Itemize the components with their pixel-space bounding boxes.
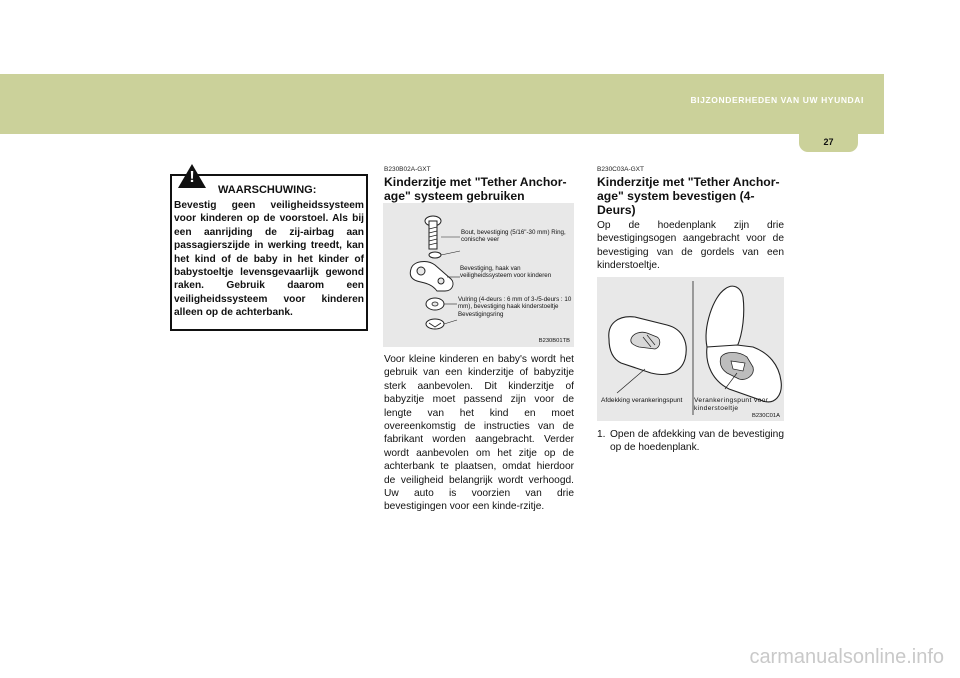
bolt-hook-figure (383, 203, 574, 347)
page-number: 27 (823, 137, 834, 147)
section-heading: Kinderzitje met "Tether Anchor-age" systeem gebruiken (384, 175, 567, 203)
bolt-label: Bout, bevestiging (5/16"-30 mm) Ring, conische veer (461, 229, 566, 244)
chapter-title: BIJZONDERHEDEN VAN UW HYUNDAI (690, 95, 864, 105)
anchor-label: Verankeringspunt voor kinderstoeltje (694, 397, 769, 412)
chapter-number: 1 (883, 80, 898, 110)
section-code: B230C03A-GXT (597, 166, 644, 173)
exclamation-icon: ! (189, 169, 195, 186)
warning-title: WAARSCHUWING: (218, 184, 317, 196)
section-heading: Kinderzitje met "Tether Anchor-age" system bevestigen (4-Deurs) (597, 175, 780, 217)
figure-code: B230B01TB (538, 338, 570, 344)
section-body: Voor kleine kinderen en baby's wordt het gebruik van een kinderzitje of babyzitje sterk aanbevolen. Dit kinderzitje of babyzitje moet passend zijn voor de lengte van het kind en moet overeenkomstig de instructies van de fabrikant worden aangebracht. Verder wordt aanbevolen om het zitje op de achterbank te plaatsen, omdat hierdoor de veiligheid belangrijk wordt verhoogd. Uw auto is voorzien van drie bevestigingen voor een kinde-rzitje. (384, 354, 574, 513)
step-text: Open de afdekking van de bevestiging op de hoedenplank. (610, 429, 784, 454)
watermark: carmanualsonline.info (749, 646, 944, 668)
section-code: B230B02A-GXT (384, 166, 431, 173)
anchor-cover-figure (597, 277, 784, 421)
warning-body: Bevestig geen veiligheidssysteem voor kinderen op de voorstoel. Als bij een aanrijding de zij-airbag aan passagierszijde in werking treedt, kan het kind of de baby in het kinder of babystoeltje levensgevaarlijk gewond raken. Gebruik daarom een veiligheidssysteem voor kinderen alleen op de achterbank. (174, 200, 364, 319)
washer-label: Vulring (4-deurs : 6 mm of 3-/5-deurs : 10 mm), bevestiging haak kinderstoeltje Bevestigingsring (458, 296, 572, 318)
hook-label: Bevestiging, haak van veiligheidssysteem voor kinderen (460, 265, 552, 280)
cover-label: Afdekking verankeringspunt (601, 397, 683, 404)
step-number: 1. (597, 429, 606, 440)
figure-code: B230C01A (751, 413, 780, 419)
section-intro: Op de hoedenplank zijn drie bevestigingsogen aangebracht voor de bevestiging van de gordels van een kinderstoeltje. (597, 220, 784, 272)
instruction-step (597, 428, 784, 455)
